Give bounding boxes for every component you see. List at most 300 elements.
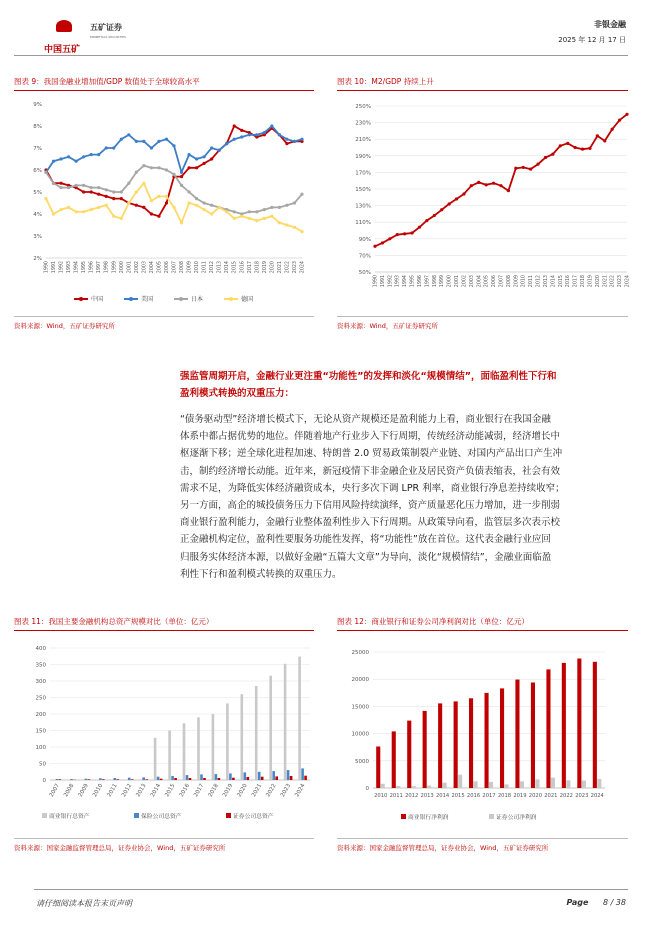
logo-company: 中国五矿 [44, 45, 81, 55]
data-point [233, 210, 236, 213]
x-tick-label: 2006 [492, 275, 498, 288]
x-tick-label: 2019 [222, 783, 235, 799]
data-point [112, 197, 115, 200]
data-point [59, 208, 62, 211]
x-tick-label: 2010 [521, 275, 527, 288]
data-point [52, 182, 55, 185]
data-point [492, 182, 495, 185]
data-point [195, 204, 198, 207]
x-tick-label: 2015 [232, 261, 238, 274]
x-tick-label: 1990 [373, 275, 379, 288]
bar-2 [131, 779, 134, 780]
y-tick-label: 50 [39, 761, 46, 768]
x-tick-label: 2015 [451, 793, 465, 799]
x-tick-label: 2008 [63, 783, 76, 799]
paragraph-line: 归服务实体经济本源，以做好金融“五篇大文章”为导向，淡化“规模情结”，金融业面临盈 [180, 551, 552, 563]
data-point [455, 197, 458, 200]
x-tick-label: 2012 [536, 275, 542, 288]
data-point [127, 133, 130, 136]
x-tick-label: 2017 [247, 261, 253, 274]
data-point [293, 201, 296, 204]
doc-category: 非银金融 [594, 20, 626, 29]
x-tick-label: 2007 [48, 783, 61, 799]
bar-2 [232, 778, 235, 780]
x-tick-label: 2009 [77, 783, 90, 799]
x-tick-label: 2009 [187, 261, 193, 274]
data-point [142, 140, 145, 143]
data-point [300, 138, 303, 141]
data-point [120, 138, 123, 141]
data-point [180, 184, 183, 187]
bar-1 [142, 777, 145, 780]
x-tick-label: 2022 [610, 275, 616, 288]
data-point [544, 156, 547, 159]
data-point [120, 197, 123, 200]
data-point [210, 157, 213, 160]
x-tick-label: 1994 [74, 261, 80, 274]
data-point [195, 197, 198, 200]
bar-1 [520, 781, 524, 788]
fig9-title-rule [14, 90, 314, 91]
x-tick-label: 2022 [265, 783, 278, 799]
data-point [165, 138, 168, 141]
bar-2 [275, 776, 278, 780]
bar-2 [203, 778, 206, 780]
bar-1 [99, 778, 102, 780]
x-tick-label: 1991 [380, 275, 386, 288]
bar-2 [59, 779, 62, 780]
x-tick-label: 2024 [590, 793, 604, 799]
x-tick-label: 2023 [292, 261, 298, 274]
y-tick-label: 8% [33, 124, 42, 130]
x-tick-label: 1995 [410, 275, 416, 288]
x-tick-label: 2022 [285, 261, 291, 274]
data-point [278, 206, 281, 209]
data-point [120, 217, 123, 220]
y-tick-label: 100 [35, 745, 46, 751]
x-tick-label: 2016 [240, 261, 246, 274]
legend-label: 日本 [191, 296, 204, 303]
bar-1 [427, 786, 431, 788]
y-tick-label: 0 [42, 778, 46, 784]
bar-1 [258, 772, 261, 780]
bar-0 [454, 701, 458, 788]
y-tick-label: 7% [33, 146, 42, 152]
data-point [82, 184, 85, 187]
legend-label: 美国 [141, 296, 154, 303]
x-tick-label: 1997 [425, 275, 431, 288]
data-point [263, 217, 266, 220]
bar-2 [189, 778, 192, 780]
bar-1 [597, 779, 601, 788]
data-point [462, 192, 465, 195]
data-point [240, 135, 243, 138]
data-point [529, 167, 532, 170]
bar-1 [114, 778, 117, 780]
fig12-source-rule [337, 838, 628, 839]
x-tick-label: 2015 [164, 783, 177, 799]
y-tick-label: 200 [35, 712, 46, 718]
data-point [285, 138, 288, 141]
data-point [233, 124, 236, 127]
x-tick-label: 2017 [482, 793, 496, 799]
bar-1 [443, 783, 447, 788]
page-num: 8 / 38 [602, 898, 626, 907]
data-point [448, 202, 451, 205]
bar-0 [423, 711, 427, 788]
bar-2 [160, 779, 163, 780]
data-point [97, 153, 100, 156]
data-point [44, 197, 47, 200]
x-tick-label: 2013 [217, 261, 223, 274]
y-tick-label: 25000 [351, 650, 369, 656]
fig9-source: 资料来源：Wind，五矿证券研究所 [14, 322, 115, 330]
legend-swatch [489, 814, 494, 819]
x-tick-label: 2010 [374, 793, 388, 799]
data-point [218, 206, 221, 209]
x-tick-label: 1993 [395, 275, 401, 288]
data-point [603, 139, 606, 142]
data-point [210, 212, 213, 215]
bar-2 [88, 779, 91, 780]
logo-brand: 五矿证券 [90, 23, 122, 32]
bar-2 [117, 779, 120, 780]
x-tick-label: 1992 [388, 275, 394, 288]
page-label: Page [566, 898, 589, 907]
y-tick-label: 170% [355, 170, 371, 177]
data-point [59, 186, 62, 189]
data-point [581, 148, 584, 151]
bar-0 [438, 703, 442, 788]
data-point [127, 182, 130, 185]
footer-divider [34, 889, 628, 890]
data-point [270, 215, 273, 218]
section-heading-line: 强监管周期开启，金融行业更注重“功能性”的发挥和淡化“规模情结”，面临盈利性下行和 [180, 371, 557, 382]
x-tick-label: 2018 [255, 261, 261, 274]
legend-swatch [42, 813, 47, 818]
bar-0 [212, 714, 215, 780]
data-point [240, 129, 243, 132]
x-tick-label: 2005 [484, 275, 490, 288]
series-line-0 [375, 114, 627, 246]
x-tick-label: 2000 [119, 261, 125, 274]
x-tick-label: 1999 [112, 261, 118, 274]
x-tick-label: 2019 [588, 275, 594, 288]
bar-2 [174, 778, 177, 780]
data-point [150, 146, 153, 149]
data-point [135, 204, 138, 207]
x-tick-label: 2018 [207, 783, 220, 799]
x-tick-label: 2005 [157, 261, 163, 274]
data-point [142, 182, 145, 185]
data-point [255, 133, 258, 136]
data-point [559, 144, 562, 147]
bar-1 [412, 786, 416, 788]
x-tick-label: 2021 [603, 275, 609, 288]
bar-0 [407, 721, 411, 788]
data-point [625, 113, 628, 116]
y-tick-label: 15000 [351, 704, 369, 711]
data-point [165, 201, 168, 204]
header-divider [14, 55, 628, 56]
x-tick-label: 1998 [104, 261, 110, 274]
x-tick-label: 2012 [405, 793, 419, 799]
section-heading-line: 盈利模式转换的双重压力： [180, 388, 295, 399]
bar-1 [551, 778, 555, 788]
bar-0 [298, 657, 301, 780]
x-tick-label: 2017 [573, 275, 579, 288]
data-point [142, 164, 145, 167]
data-point [52, 212, 55, 215]
data-point [248, 133, 251, 136]
bar-2 [102, 779, 105, 780]
x-tick-label: 2021 [544, 793, 558, 799]
data-point [425, 219, 428, 222]
data-point [255, 210, 258, 213]
x-tick-label: 2016 [178, 783, 191, 799]
x-tick-label: 2003 [142, 261, 148, 274]
data-point [210, 146, 213, 149]
data-point [105, 195, 108, 198]
data-point [203, 201, 206, 204]
data-point [82, 155, 85, 158]
data-point [44, 171, 47, 174]
data-point [90, 186, 93, 189]
bar-1 [157, 777, 160, 780]
data-point [233, 217, 236, 220]
data-point [203, 162, 206, 165]
data-point [225, 210, 228, 213]
bar-0 [531, 683, 535, 789]
x-tick-label: 1993 [67, 261, 73, 274]
bar-1 [56, 779, 59, 780]
y-tick-label: 70% [358, 253, 371, 260]
y-tick-label: 210% [355, 137, 371, 144]
data-point [97, 193, 100, 196]
series-line-0 [46, 126, 302, 216]
bar-2 [218, 778, 221, 780]
fig12-title-rule [337, 630, 628, 631]
bar-2 [304, 776, 307, 780]
bar-1 [200, 774, 203, 780]
data-point [75, 210, 78, 213]
x-tick-label: 2014 [435, 793, 450, 799]
data-point [75, 184, 78, 187]
data-point [150, 212, 153, 215]
data-point [240, 215, 243, 218]
data-point [195, 157, 198, 160]
data-point [67, 155, 70, 158]
data-point [596, 134, 599, 137]
data-point [112, 190, 115, 193]
x-tick-label: 2020 [270, 261, 276, 274]
bar-0 [485, 693, 489, 788]
x-tick-label: 2014 [149, 783, 163, 799]
x-tick-label: 2001 [127, 261, 133, 274]
fig10-source: 资料来源：Wind，五矿证券研究所 [337, 322, 438, 330]
bar-0 [241, 694, 244, 780]
section-body [180, 368, 626, 583]
bar-0 [577, 659, 581, 789]
paragraph-line: 击，制约经济增长动能。近年来，新冠疫情下非金融企业及居民资产负债表缩表，社会有效 [180, 465, 561, 477]
bar-0 [226, 703, 229, 780]
paragraph-line: 体系中都占据优势的地位。伴随着地产行业步入下行周期，传统经济动能减弱，经济增长中 [180, 431, 561, 443]
x-tick-label: 1990 [44, 261, 50, 274]
bar-1 [171, 776, 174, 780]
data-point [105, 146, 108, 149]
paragraph-line: 商业银行盈利能力，金融行业整体盈利性步入下行周期。从政策导向看，监管层多次表示校 [180, 517, 561, 529]
paragraph-line: “债务驱动型”经济增长模式下，无论从资产规模还是盈利能力上看，商业银行在我国金融 [180, 414, 551, 425]
data-point [293, 140, 296, 143]
bar-1 [70, 779, 73, 780]
bar-1 [535, 779, 539, 788]
x-tick-label: 2010 [195, 261, 201, 274]
x-tick-label: 2002 [134, 261, 140, 274]
data-point [485, 183, 488, 186]
data-point [433, 214, 436, 217]
y-tick-label: 150 [35, 728, 46, 735]
data-point [157, 195, 160, 198]
fig11-chart [14, 634, 314, 834]
legend-marker [229, 297, 233, 301]
logo-mark-icon [56, 20, 72, 32]
data-point [418, 226, 421, 229]
data-point [165, 168, 168, 171]
data-point [233, 138, 236, 141]
data-point [195, 166, 198, 169]
fig10-source-rule [337, 316, 628, 317]
data-point [82, 190, 85, 193]
x-tick-label: 2020 [236, 783, 249, 799]
y-tick-label: 5% [33, 190, 42, 196]
paragraph-line: 枢逐渐下移；逆全球化进程加速、特朗普 2.0 贸易政策制裂产业链、对国内产品出口产生冲 [180, 448, 563, 460]
data-point [105, 188, 108, 191]
data-point [588, 147, 591, 150]
y-tick-label: 2% [33, 256, 42, 262]
x-tick-label: 2008 [180, 261, 186, 274]
data-point [172, 144, 175, 147]
data-point [112, 215, 115, 218]
x-tick-label: 2011 [389, 793, 403, 799]
bar-1 [301, 768, 304, 780]
x-tick-label: 2016 [566, 275, 572, 288]
x-tick-label: 2012 [120, 783, 134, 799]
x-tick-label: 2013 [420, 793, 434, 799]
bar-1 [474, 781, 478, 788]
x-tick-label: 2024 [294, 783, 307, 799]
data-point [285, 204, 288, 207]
fig9-source-rule [14, 316, 314, 317]
x-tick-label: 2020 [595, 275, 601, 288]
legend-label: 商业银行净利润 [408, 815, 449, 821]
data-point [97, 206, 100, 209]
x-tick-label: 2007 [172, 261, 178, 274]
data-point [270, 124, 273, 127]
x-tick-label: 2015 [558, 275, 564, 288]
data-point [180, 175, 183, 178]
x-tick-label: 2009 [514, 275, 520, 288]
y-tick-label: 350 [35, 662, 46, 669]
bar-0 [284, 664, 287, 780]
bar-2 [290, 776, 293, 780]
fig12-source: 资料来源：国家金融监督管理总局，证券业协会，Wind，五矿证券研究所 [337, 844, 549, 852]
x-tick-label: 2020 [528, 793, 543, 799]
bar-1 [229, 773, 232, 780]
y-tick-label: 6% [33, 168, 42, 174]
y-tick-label: 0 [365, 786, 369, 792]
data-point [278, 133, 281, 136]
x-tick-label: 1995 [82, 261, 88, 274]
bar-0 [154, 738, 157, 780]
data-point [470, 184, 473, 187]
data-point [285, 142, 288, 145]
y-tick-label: 50% [358, 270, 371, 276]
x-tick-label: 2000 [447, 275, 453, 288]
bar-0 [269, 676, 272, 780]
data-point [248, 210, 251, 213]
bar-1 [396, 786, 400, 788]
x-tick-label: 2006 [164, 261, 170, 274]
data-point [514, 167, 517, 170]
paragraph-line: 另一方面，高企的城投债务压力下信用风险持续演绎，资产质量恶化压力增加，进一步削弱 [180, 500, 561, 512]
data-point [300, 193, 303, 196]
fig11-source-rule [14, 838, 314, 839]
data-point [187, 166, 190, 169]
x-tick-label: 2011 [106, 783, 119, 799]
x-tick-label: 2023 [575, 793, 589, 799]
data-point [90, 153, 93, 156]
data-point [293, 226, 296, 229]
bar-0 [392, 731, 396, 788]
legend-marker [179, 297, 183, 301]
x-tick-label: 2019 [513, 793, 527, 799]
x-tick-label: 2008 [506, 275, 512, 288]
data-point [203, 155, 206, 158]
bar-0 [546, 669, 550, 788]
report-date: 2025 年 12 月 17 日 [558, 36, 626, 44]
data-point [218, 149, 221, 152]
x-tick-label: 2024 [300, 261, 306, 274]
y-tick-label: 3% [33, 234, 42, 240]
bar-2 [145, 779, 148, 780]
x-tick-label: 2003 [469, 275, 475, 288]
data-point [440, 208, 443, 211]
y-tick-label: 9% [33, 102, 42, 108]
bar-1 [458, 775, 462, 788]
logo-brand-en: MINMETALS SECURITIES [90, 35, 126, 39]
data-point [59, 157, 62, 160]
data-point [150, 166, 153, 169]
legend-label: 德国 [241, 296, 254, 303]
bar-0 [168, 731, 171, 781]
data-point [248, 217, 251, 220]
bar-1 [128, 778, 131, 780]
data-point [75, 160, 78, 163]
bar-2 [247, 777, 250, 780]
legend-label: 证券公司总资产 [233, 814, 274, 820]
x-tick-label: 1999 [440, 275, 446, 288]
paragraph-line: 利性下行和盈利模式转换的双重压力。 [180, 568, 342, 580]
x-tick-label: 2013 [135, 783, 148, 799]
data-point [165, 195, 168, 198]
data-point [172, 173, 175, 176]
x-tick-label: 1996 [89, 261, 95, 274]
x-tick-label: 2011 [202, 261, 208, 274]
y-tick-label: 130% [355, 203, 371, 210]
legend-label: 证券公司净利润 [496, 815, 537, 821]
x-tick-label: 1997 [97, 261, 103, 274]
x-tick-label: 2014 [225, 261, 231, 274]
